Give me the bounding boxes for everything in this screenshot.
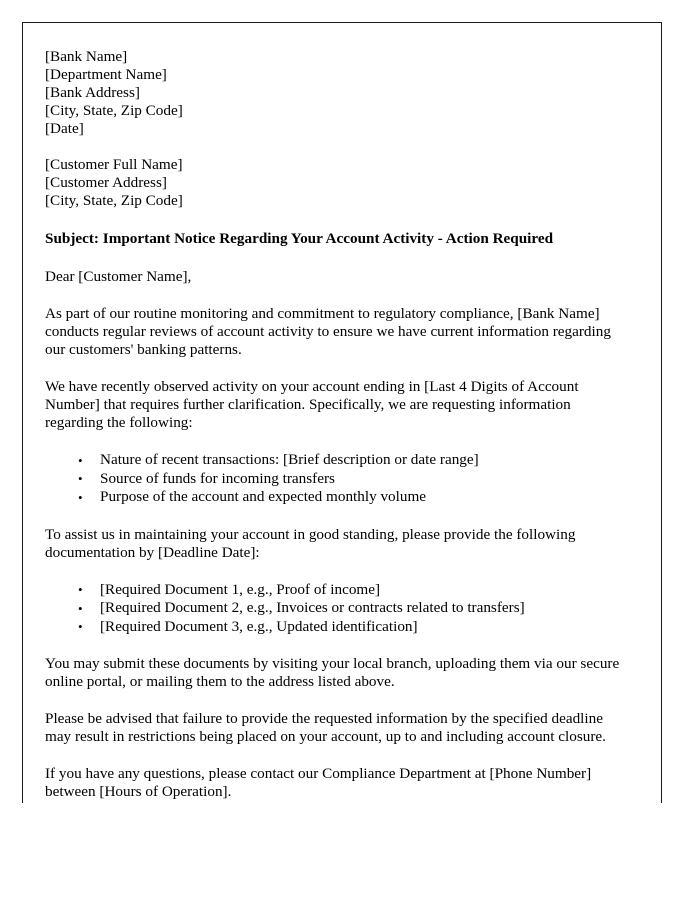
sender-address-line: [Department Name] [45, 66, 167, 83]
salutation: Dear [Customer Name], [45, 268, 192, 285]
list-item: • [Required Document 2, e.g., Invoices or contracts related to transfers] [78, 599, 630, 618]
paragraph-contact-information: If you have any questions, please contact our Compliance Department at [Phone Number] between [Hours of Operation]. [45, 765, 592, 800]
subject-line: Subject: Important Notice Regarding Your Account Activity - Action Required [45, 230, 554, 247]
letter-document [45, 48, 630, 820]
list-item: • [Required Document 3, e.g., Updated identification] [78, 618, 630, 637]
recipient-address-block [45, 156, 630, 210]
paragraph-compliance-monitoring: As part of our routine monitoring and commitment to regulatory compliance, [Bank Name] conducts regular reviews of account activity to ensure we have current information regarding our customers' banking patterns. [45, 305, 611, 358]
list-item: • Purpose of the account and expected monthly volume [78, 488, 630, 507]
recipient-address-line: [Customer Address] [45, 174, 167, 191]
sender-address-line: [City, State, Zip Code] [45, 102, 183, 119]
sender-address-line: [Bank Address] [45, 84, 140, 101]
list-item: • Source of funds for incoming transfers [78, 470, 630, 489]
sender-address-line: [Date] [45, 120, 84, 137]
paragraph-consequences-notice: Please be advised that failure to provide the requested information by the specified deadline may result in restrictions being placed on your account, up to and including account closure. [45, 710, 606, 745]
sender-address-block [45, 48, 630, 138]
paragraph-account-activity: We have recently observed activity on your account ending in [Last 4 Digits of Account Number] that requires further clarification. Specifically, we are requesting information regarding the following: [45, 378, 579, 431]
list-item: • Nature of recent transactions: [Brief description or date range] [78, 451, 630, 470]
required-documents-list [45, 581, 630, 637]
list-item: • [Required Document 1, e.g., Proof of income] [78, 581, 630, 600]
paragraph-documentation-request: To assist us in maintaining your account in good standing, please provide the following documentation by [Deadline Date]: [45, 525, 576, 561]
recipient-address-line: [City, State, Zip Code] [45, 192, 183, 209]
paragraph-submission-methods: You may submit these documents by visiting your local branch, uploading them via our secure online portal, or mailing them to the address listed above. [45, 655, 620, 690]
information-requested-list [45, 451, 630, 507]
sender-address-line: [Bank Name] [45, 48, 128, 65]
recipient-address-line: [Customer Full Name] [45, 156, 183, 173]
